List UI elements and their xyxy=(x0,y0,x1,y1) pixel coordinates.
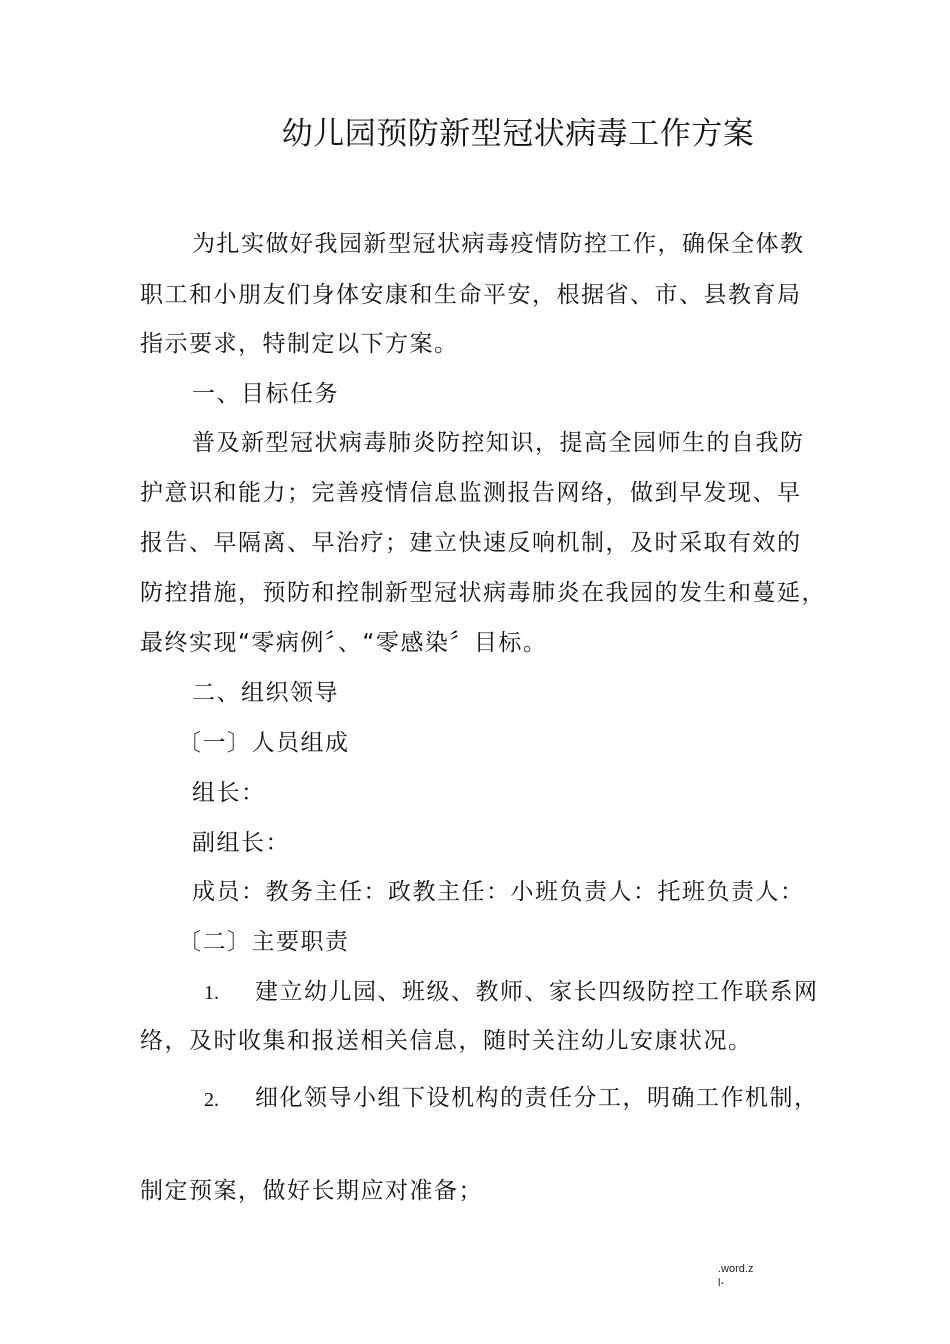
paragraph-line: 普及新型冠状病毒肺炎防控知识，提高全园师生的自我防 xyxy=(192,430,805,456)
list-number: 1. xyxy=(204,982,219,1004)
section-heading: 一、目标任务 xyxy=(192,381,339,407)
paragraph-line: 组长： xyxy=(192,780,266,806)
paragraph-line: 指示要求，特制定以下方案。 xyxy=(140,331,459,357)
list-item-line: 细化领导小组下设机构的责任分工，明确工作机制， xyxy=(255,1085,819,1111)
footer-line: l- xyxy=(718,1277,725,1289)
section-heading: 二、组织领导 xyxy=(192,680,339,706)
list-item-line: 制定预案，做好长期应对准备； xyxy=(140,1178,483,1204)
list-number: 2. xyxy=(204,1089,219,1111)
paragraph-line: 报告、早隔离、早治疗；建立快速反响机制，及时采取有效的 xyxy=(140,530,802,556)
subsection-heading: 〔一〕人员组成 xyxy=(178,730,350,756)
footer-line: .word.z xyxy=(718,1263,754,1275)
paragraph-line: 护意识和能力；完善疫情信息监测报告网络，做到早发现、早 xyxy=(140,480,802,506)
subsection-heading: 〔二〕主要职责 xyxy=(178,929,350,955)
list-item-line: 络，及时收集和报送相关信息，随时关注幼儿安康状况。 xyxy=(140,1028,753,1054)
document-title: 幼儿园预防新型冠状病毒工作方案 xyxy=(281,116,755,152)
paragraph-line: 防控措施，预防和控制新型冠状病毒肺炎在我园的发生和蔓延， xyxy=(140,580,826,606)
paragraph-line: 副组长： xyxy=(192,830,290,856)
paragraph-line: 职工和小朋友们身体安康和生命平安，根据省、市、县教育局 xyxy=(140,282,802,308)
list-item-line: 建立幼儿园、班级、教师、家长四级防控工作联系网 xyxy=(255,979,819,1005)
paragraph-line: 成员：教务主任：政教主任：小班负责人：托班负责人： xyxy=(192,879,805,905)
page-footer xyxy=(718,1262,753,1290)
paragraph-line: 为扎实做好我园新型冠状病毒疫情防控工作，确保全体教 xyxy=(192,231,805,257)
paragraph-line: 最终实现“零病例〞、“零感染〞目标。 xyxy=(140,630,548,656)
